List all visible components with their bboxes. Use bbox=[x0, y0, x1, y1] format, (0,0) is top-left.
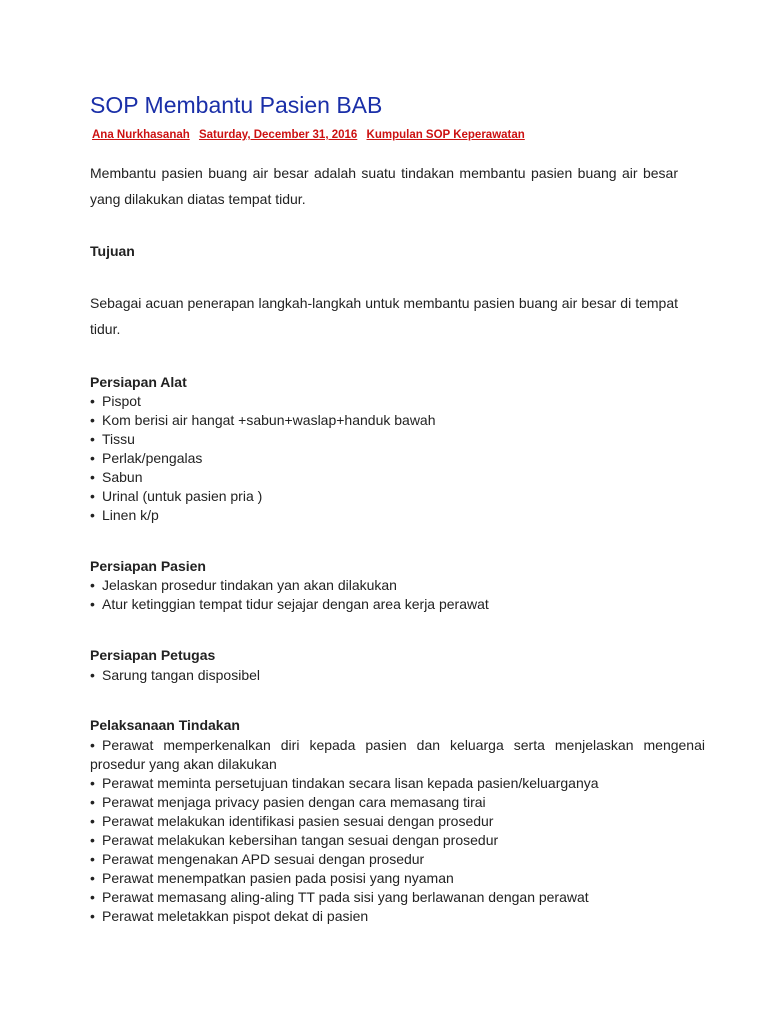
author-link[interactable]: Ana Nurkhasanah bbox=[92, 129, 190, 141]
bullet-icon: • bbox=[90, 870, 95, 886]
bullet-icon: • bbox=[90, 737, 95, 753]
bullet-icon: • bbox=[90, 469, 95, 485]
list-item-text: Perawat memperkenalkan diri kepada pasien dan keluarga serta menjelaskan mengenai prosedur yang akan dilakukan bbox=[90, 737, 705, 772]
list-item-text: Linen k/p bbox=[102, 507, 159, 523]
bullet-icon: • bbox=[90, 832, 95, 848]
list-item bbox=[90, 595, 705, 614]
list-item-text: Perawat memasang aling-aling TT pada sisi yang berlawanan dengan perawat bbox=[102, 889, 589, 905]
persiapan-pasien-heading: Persiapan Pasien bbox=[90, 558, 206, 574]
list-item-text: Perawat melakukan identifikasi pasien sesuai dengan prosedur bbox=[102, 813, 494, 829]
list-item-text: Urinal (untuk pasien pria ) bbox=[102, 488, 263, 504]
bullet-icon: • bbox=[90, 507, 95, 523]
list-item bbox=[90, 736, 705, 774]
bullet-icon: • bbox=[90, 431, 95, 447]
bullet-icon: • bbox=[90, 889, 95, 905]
list-item bbox=[90, 468, 705, 487]
list-item bbox=[90, 506, 705, 525]
list-item bbox=[90, 449, 705, 468]
pelaksanaan-heading: Pelaksanaan Tindakan bbox=[90, 717, 240, 733]
list-item-text: Perawat menjaga privacy pasien dengan cara memasang tirai bbox=[102, 794, 486, 810]
persiapan-pasien-list bbox=[90, 576, 705, 614]
persiapan-petugas-heading: Persiapan Petugas bbox=[90, 647, 216, 663]
bullet-icon: • bbox=[90, 775, 95, 791]
bullet-icon: • bbox=[90, 851, 95, 867]
article-title: SOP Membantu Pasien BAB bbox=[90, 92, 383, 118]
bullet-icon: • bbox=[90, 450, 95, 466]
list-item bbox=[90, 774, 705, 793]
list-item bbox=[90, 831, 705, 850]
persiapan-alat-heading: Persiapan Alat bbox=[90, 374, 187, 390]
list-item bbox=[90, 888, 705, 907]
list-item-text: Atur ketinggian tempat tidur sejajar dengan area kerja perawat bbox=[102, 596, 489, 612]
list-item-text: Perawat mengenakan APD sesuai dengan prosedur bbox=[102, 851, 425, 867]
bullet-icon: • bbox=[90, 596, 95, 612]
category-link[interactable]: Kumpulan SOP Keperawatan bbox=[366, 129, 525, 141]
list-item-text: Pispot bbox=[102, 393, 141, 409]
list-item bbox=[90, 907, 705, 926]
list-item bbox=[90, 812, 705, 831]
tujuan-heading: Tujuan bbox=[90, 243, 135, 259]
bullet-icon: • bbox=[90, 412, 95, 428]
list-item-text: Sabun bbox=[102, 469, 143, 485]
bullet-icon: • bbox=[90, 794, 95, 810]
persiapan-petugas-list bbox=[90, 666, 705, 685]
list-item bbox=[90, 430, 705, 449]
list-item-text: Tissu bbox=[102, 431, 135, 447]
list-item bbox=[90, 666, 705, 685]
article-meta bbox=[92, 129, 531, 141]
list-item-text: Perawat meletakkan pispot dekat di pasien bbox=[102, 908, 369, 924]
date-link[interactable]: Saturday, December 31, 2016 bbox=[198, 129, 358, 141]
list-item-text: Perawat melakukan kebersihan tangan sesuai dengan prosedur bbox=[102, 832, 499, 848]
persiapan-alat-list bbox=[90, 392, 705, 525]
list-item-text: Jelaskan prosedur tindakan yan akan dilakukan bbox=[102, 577, 397, 593]
list-item bbox=[90, 392, 705, 411]
bullet-icon: • bbox=[90, 667, 95, 683]
list-item-text: Perawat menempatkan pasien pada posisi yang nyaman bbox=[102, 870, 454, 886]
list-item bbox=[90, 793, 705, 812]
list-item bbox=[90, 869, 705, 888]
bullet-icon: • bbox=[90, 813, 95, 829]
list-item-text: Perlak/pengalas bbox=[102, 450, 203, 466]
list-item-text: Perawat meminta persetujuan tindakan secara lisan kepada pasien/keluarganya bbox=[102, 775, 599, 791]
list-item-text: Kom berisi air hangat +sabun+waslap+handuk bawah bbox=[102, 412, 436, 428]
list-item bbox=[90, 411, 705, 430]
list-item bbox=[90, 487, 705, 506]
bullet-icon: • bbox=[90, 577, 95, 593]
intro-paragraph: Membantu pasien buang air besar adalah suatu tindakan membantu pasien buang air besar yang dilakukan diatas tempat tidur. bbox=[90, 165, 678, 207]
list-item-text: Sarung tangan disposibel bbox=[102, 667, 261, 683]
tujuan-paragraph: Sebagai acuan penerapan langkah-langkah untuk membantu pasien buang air besar di tempat tidur. bbox=[90, 295, 678, 337]
pelaksanaan-list bbox=[90, 736, 705, 926]
bullet-icon: • bbox=[90, 908, 95, 924]
list-item bbox=[90, 850, 705, 869]
list-item bbox=[90, 576, 705, 595]
bullet-icon: • bbox=[90, 488, 95, 504]
bullet-icon: • bbox=[90, 393, 95, 409]
